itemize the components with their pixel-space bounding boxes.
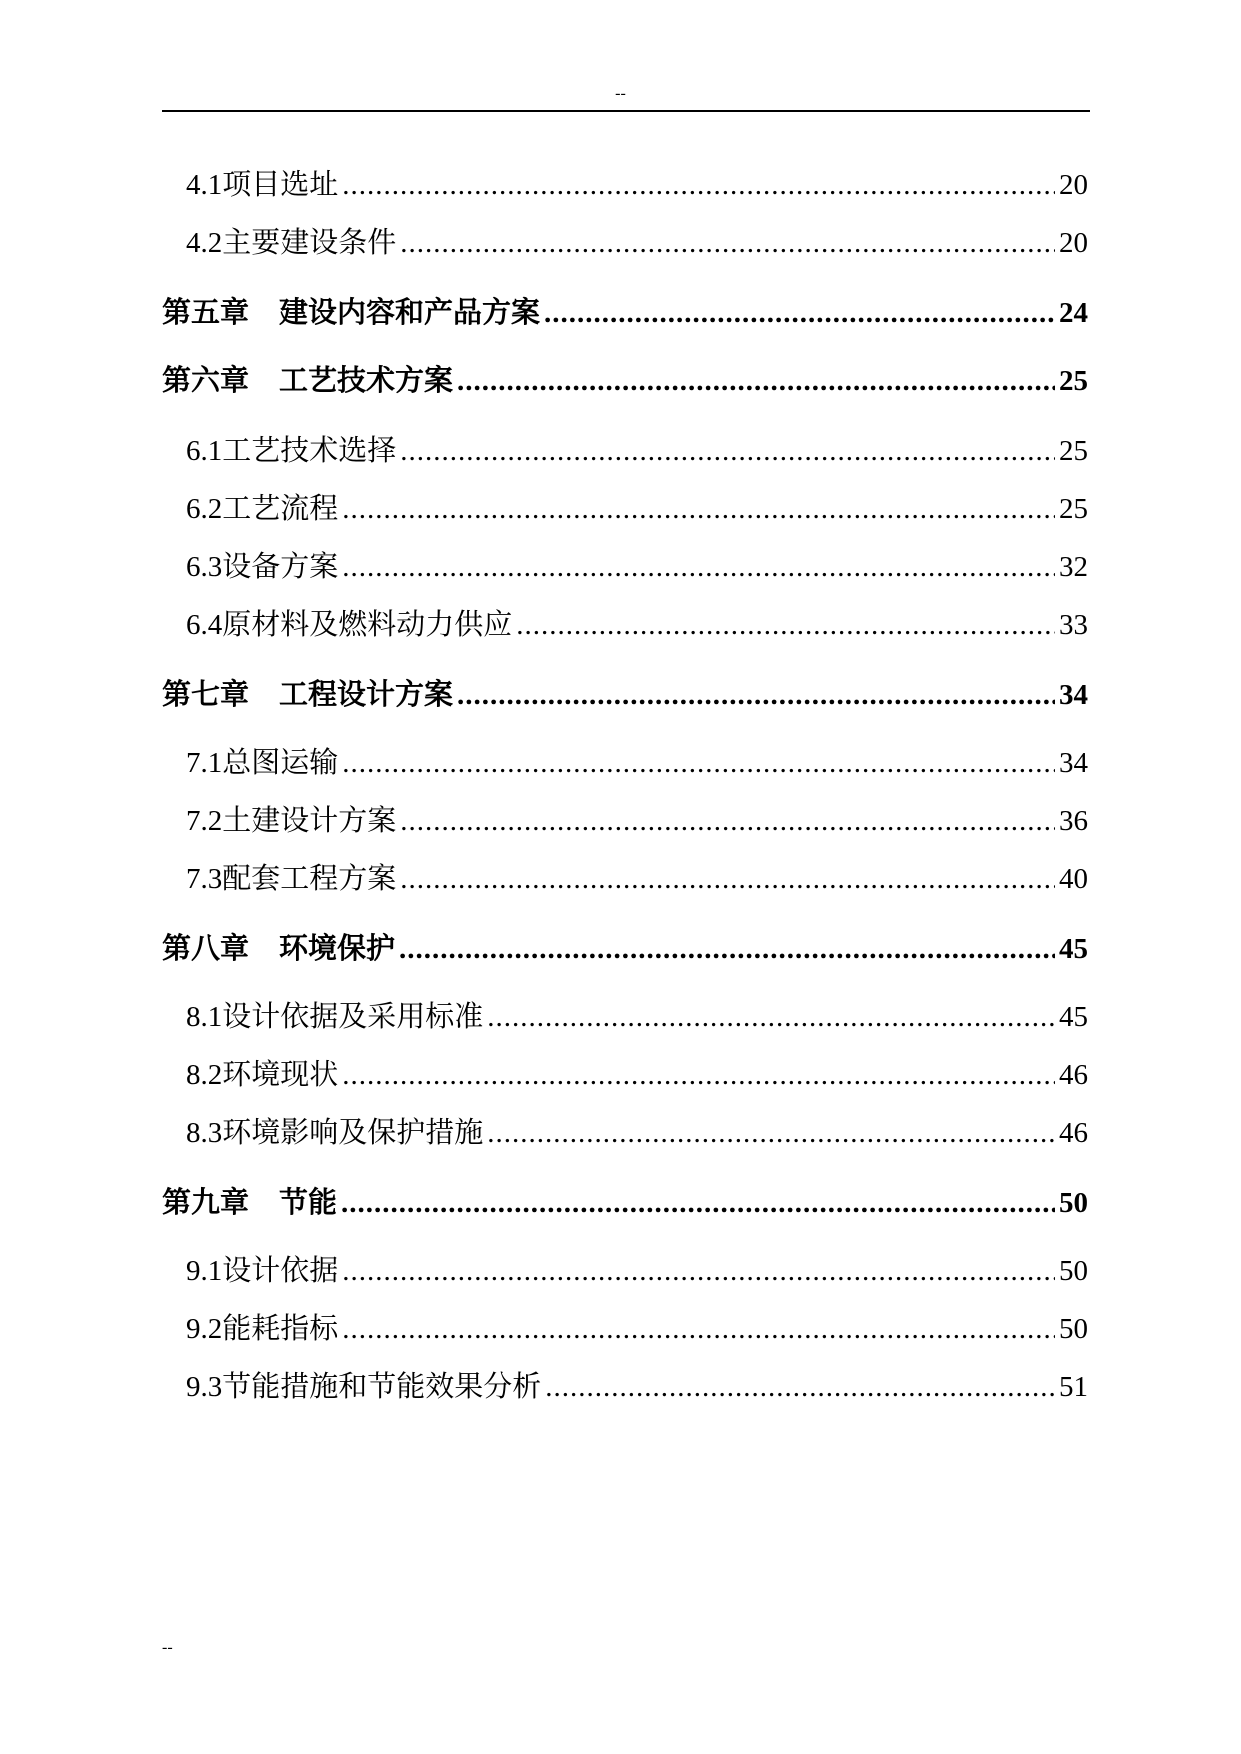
toc-chapter-label: 第七章 xyxy=(162,677,250,711)
toc-dot-leader xyxy=(342,493,1055,526)
toc-section-number: 7.1 xyxy=(186,747,223,779)
toc-entry-title: 主要建设条件 xyxy=(222,225,397,259)
toc-section-entry[interactable] xyxy=(162,602,1088,642)
toc-section-number: 8.1 xyxy=(186,1001,223,1033)
toc-section-number: 9.3 xyxy=(186,1371,223,1403)
toc-chapter-entry[interactable] xyxy=(162,672,1088,712)
toc-section-entry[interactable] xyxy=(162,1110,1088,1150)
toc-chapter-label: 第五章 xyxy=(162,295,250,329)
toc-dot-leader xyxy=(399,933,1055,966)
toc-page-number: 24 xyxy=(1059,297,1088,329)
toc-dot-leader xyxy=(544,297,1055,330)
toc-entry-title: 设计依据 xyxy=(222,1253,339,1287)
toc-page-number: 46 xyxy=(1059,1059,1088,1091)
toc-dot-leader xyxy=(545,1371,1055,1404)
toc-section-number: 6.3 xyxy=(186,551,223,583)
toc-entry-title: 节能措施和节能效果分析 xyxy=(222,1369,542,1403)
toc-dot-leader xyxy=(342,747,1055,780)
toc-entry-title: 设计依据及采用标准 xyxy=(222,999,484,1033)
toc-section-number: 7.3 xyxy=(186,863,223,895)
header-rule xyxy=(162,110,1090,112)
toc-dot-leader xyxy=(342,1255,1055,1288)
toc-entry-title: 项目选址 xyxy=(222,167,339,201)
toc-section-entry[interactable] xyxy=(162,486,1088,526)
toc-entry-title: 原材料及燃料动力供应 xyxy=(222,607,513,641)
toc-page-number: 25 xyxy=(1059,435,1088,467)
toc-section-number: 6.1 xyxy=(186,435,223,467)
toc-chapter-label: 第八章 xyxy=(162,931,250,965)
toc-dot-leader xyxy=(341,1187,1055,1220)
toc-dot-leader xyxy=(342,1059,1055,1092)
toc-page-number: 20 xyxy=(1059,227,1088,259)
toc-section-number: 4.1 xyxy=(186,169,223,201)
toc-chapter-entry[interactable] xyxy=(162,1180,1088,1220)
toc-dot-leader xyxy=(400,805,1055,838)
toc-page-number: 25 xyxy=(1059,493,1088,525)
toc-entry-title: 配套工程方案 xyxy=(222,861,397,895)
toc-chapter-label: 第九章 xyxy=(162,1185,250,1219)
toc-page-number: 32 xyxy=(1059,551,1088,583)
toc-section-number: 6.2 xyxy=(186,493,223,525)
toc-page-number: 33 xyxy=(1059,609,1088,641)
toc-entry-title: 环境现状 xyxy=(222,1057,339,1091)
toc-entry-title: 环境影响及保护措施 xyxy=(222,1115,484,1149)
toc-entry-title: 建设内容和产品方案 xyxy=(279,295,541,329)
toc-entry-title: 设备方案 xyxy=(222,549,339,583)
toc-dot-leader xyxy=(342,169,1055,202)
toc-section-entry[interactable] xyxy=(162,740,1088,780)
toc-entry-title: 工艺技术选择 xyxy=(222,433,397,467)
toc-section-entry[interactable] xyxy=(162,1306,1088,1346)
toc-chapter-entry[interactable] xyxy=(162,290,1088,330)
toc-section-number: 9.2 xyxy=(186,1313,223,1345)
footer-mark: -- xyxy=(162,1639,173,1656)
toc-dot-leader xyxy=(342,1313,1055,1346)
toc-section-entry[interactable] xyxy=(162,544,1088,584)
toc-section-number: 9.1 xyxy=(186,1255,223,1287)
toc-page-number: 51 xyxy=(1059,1371,1088,1403)
toc-section-entry[interactable] xyxy=(162,428,1088,468)
toc-page-number: 45 xyxy=(1059,1001,1088,1033)
toc-entry-title: 节能 xyxy=(279,1185,338,1219)
toc-section-entry[interactable] xyxy=(162,1052,1088,1092)
toc-page-number: 46 xyxy=(1059,1117,1088,1149)
toc-page-number: 36 xyxy=(1059,805,1088,837)
toc-section-entry[interactable] xyxy=(162,1364,1088,1404)
toc-page-number: 45 xyxy=(1059,933,1088,965)
toc-dot-leader xyxy=(342,551,1055,584)
toc-chapter-entry[interactable] xyxy=(162,358,1088,398)
toc-page-number: 20 xyxy=(1059,169,1088,201)
toc-section-number: 8.3 xyxy=(186,1117,223,1149)
toc-page-number: 34 xyxy=(1059,747,1088,779)
toc-dot-leader xyxy=(487,1001,1055,1034)
toc-section-entry[interactable] xyxy=(162,220,1088,260)
toc-section-entry[interactable] xyxy=(162,162,1088,202)
toc-section-entry[interactable] xyxy=(162,798,1088,838)
toc-dot-leader xyxy=(400,863,1055,896)
toc-section-entry[interactable] xyxy=(162,994,1088,1034)
toc-dot-leader xyxy=(400,435,1055,468)
toc-dot-leader xyxy=(487,1117,1055,1150)
toc-entry-title: 能耗指标 xyxy=(222,1311,339,1345)
toc-section-entry[interactable] xyxy=(162,1248,1088,1288)
toc-section-number: 6.4 xyxy=(186,609,223,641)
toc-page-number: 25 xyxy=(1059,365,1088,397)
toc-entry-title: 总图运输 xyxy=(222,745,339,779)
toc-dot-leader xyxy=(457,365,1055,398)
toc-chapter-label: 第六章 xyxy=(162,363,250,397)
toc-dot-leader xyxy=(516,609,1055,642)
toc-section-number: 8.2 xyxy=(186,1059,223,1091)
toc-page-number: 34 xyxy=(1059,679,1088,711)
toc-dot-leader xyxy=(457,679,1055,712)
toc-page-number: 40 xyxy=(1059,863,1088,895)
toc-page-number: 50 xyxy=(1059,1255,1088,1287)
toc-page-number: 50 xyxy=(1059,1313,1088,1345)
toc-entry-title: 土建设计方案 xyxy=(222,803,397,837)
toc-dot-leader xyxy=(400,227,1055,260)
toc-chapter-entry[interactable] xyxy=(162,926,1088,966)
toc-section-number: 4.2 xyxy=(186,227,223,259)
toc-section-entry[interactable] xyxy=(162,856,1088,896)
header-mark: -- xyxy=(615,85,626,102)
toc-entry-title: 工艺流程 xyxy=(222,491,339,525)
toc-page-number: 50 xyxy=(1059,1187,1088,1219)
toc-section-number: 7.2 xyxy=(186,805,223,837)
toc-entry-title: 环境保护 xyxy=(279,931,396,965)
toc-entry-title: 工程设计方案 xyxy=(279,677,454,711)
toc-entry-title: 工艺技术方案 xyxy=(279,363,454,397)
